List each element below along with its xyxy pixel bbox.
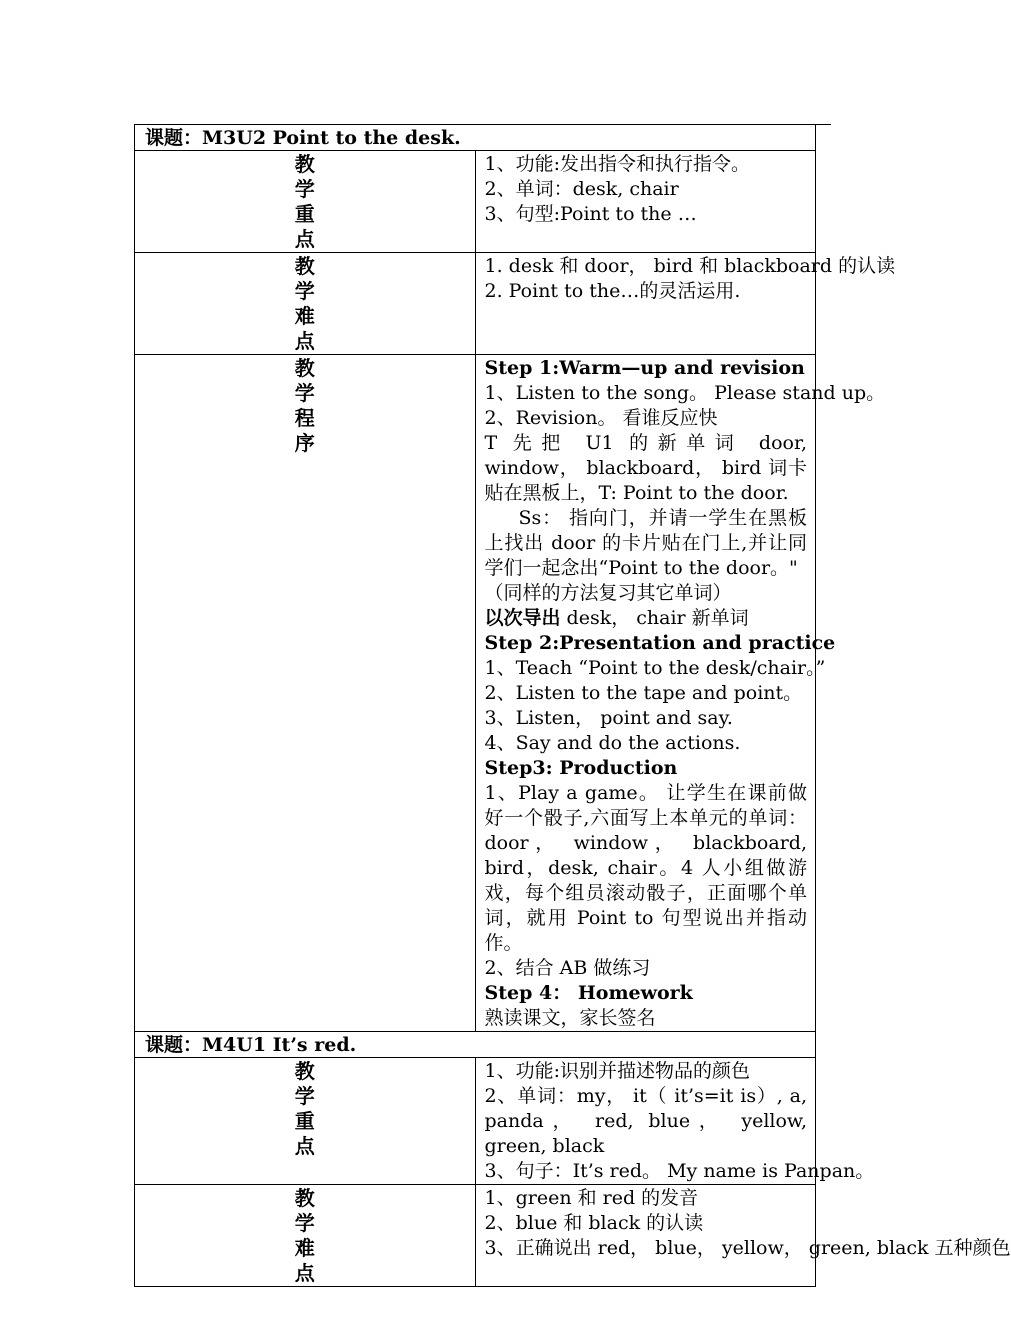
- text-line: 2、Revision。 看谁反应快: [484, 407, 718, 429]
- text-line: 2、结合 AB 做练习: [484, 957, 651, 979]
- text-paragraph: 2、单词：my， it（ it’s=it is）, a, panda， red, blue， yellow, green, black: [484, 1085, 807, 1157]
- section-label-difficult-points: 教 学 难 点: [135, 1185, 476, 1287]
- bold-lead: 以次导出: [484, 607, 561, 629]
- section-label-key-points: 教 学 重 点: [135, 1058, 476, 1185]
- text-line: 2、blue 和 black 的认读: [484, 1212, 704, 1234]
- step-heading: Step 1:Warm—up and revision: [484, 357, 805, 379]
- text-line: 1. desk 和 door， bird 和 blackboard 的认读: [484, 255, 896, 277]
- text-line: （同样的方法复习其它单词）: [484, 582, 732, 604]
- text-line: 1、功能:发出指令和执行指令。: [484, 153, 750, 175]
- text-span: desk， chair 新单词: [560, 607, 749, 629]
- text-line: 3、Listen， point and say.: [484, 707, 733, 729]
- difficult-points-content: [475, 253, 896, 355]
- lesson-title: 课题：M4U1 It’s red.: [135, 1032, 816, 1058]
- section-label-key-points: 教 学 重 点: [135, 151, 476, 253]
- text-line: 2、Listen to the tape and point。: [484, 682, 803, 704]
- text-line: 4、Say and do the actions.: [484, 732, 741, 754]
- lesson-plan-table: [134, 124, 1011, 1287]
- text-line: 1、Teach “Point to the desk/chair。”: [484, 657, 826, 679]
- text-line: 2、单词：desk, chair: [484, 178, 679, 200]
- text-line: 1、green 和 red 的发音: [484, 1187, 699, 1209]
- text-line: 2. Point to the…的灵活运用.: [484, 280, 741, 302]
- text-line: 3、句型:Point to the …: [484, 203, 697, 225]
- key-points-content: [475, 1058, 875, 1185]
- corner-rule: [815, 124, 831, 125]
- section-label-procedure: 教 学 程 序: [135, 355, 476, 1032]
- text-line: 1、功能:识别并描述物品的颜色: [484, 1060, 750, 1082]
- text-paragraph: 1、Play a game。 让学生在课前做好一个骰子,六面写上本单元的单词：door， window， blackboard, bird，desk, chair。4 人小组做游戏，每个组员滚动骰子，正面哪个单词，就用 Point to 句型说出并指动作。: [484, 782, 807, 954]
- difficult-points-content: [475, 1185, 1011, 1287]
- lesson-title: 课题：M3U2 Point to the desk.: [135, 125, 816, 151]
- lesson-title-row: [135, 125, 816, 151]
- key-points-content: [475, 151, 816, 253]
- difficult-points-row: [135, 1185, 816, 1287]
- key-points-row: [135, 1058, 816, 1185]
- step-heading: Step3: Production: [484, 757, 678, 779]
- step-heading: Step 4： Homework: [484, 982, 693, 1004]
- text-paragraph: Ss： 指向门，并请一学生在黑板上找出 door 的卡片贴在门上,并让同学们一起念出“Point to the door。": [484, 507, 807, 579]
- procedure-row: [135, 355, 816, 1032]
- text-line: 熟读课文，家长签名: [484, 1007, 656, 1029]
- difficult-points-row: [135, 253, 816, 355]
- text-line: 1、Listen to the song。 Please stand up。: [484, 382, 886, 404]
- procedure-content: [475, 355, 886, 1032]
- text-line: 3、正确说出 red， blue， yellow， green, black 五种颜色: [484, 1237, 1011, 1259]
- text-line: 3、句子：It’s red。 My name is Panpan。: [484, 1160, 875, 1182]
- lesson-title-row: [135, 1032, 816, 1058]
- text-paragraph: T 先把 U1 的新单词 door, window， blackboard， bird 词卡贴在黑板上，T: Point to the door.: [484, 432, 807, 504]
- key-points-row: [135, 151, 816, 253]
- text-line: [485, 606, 808, 631]
- section-label-difficult-points: 教 学 难 点: [135, 253, 476, 355]
- step-heading: Step 2:Presentation and practice: [484, 632, 836, 654]
